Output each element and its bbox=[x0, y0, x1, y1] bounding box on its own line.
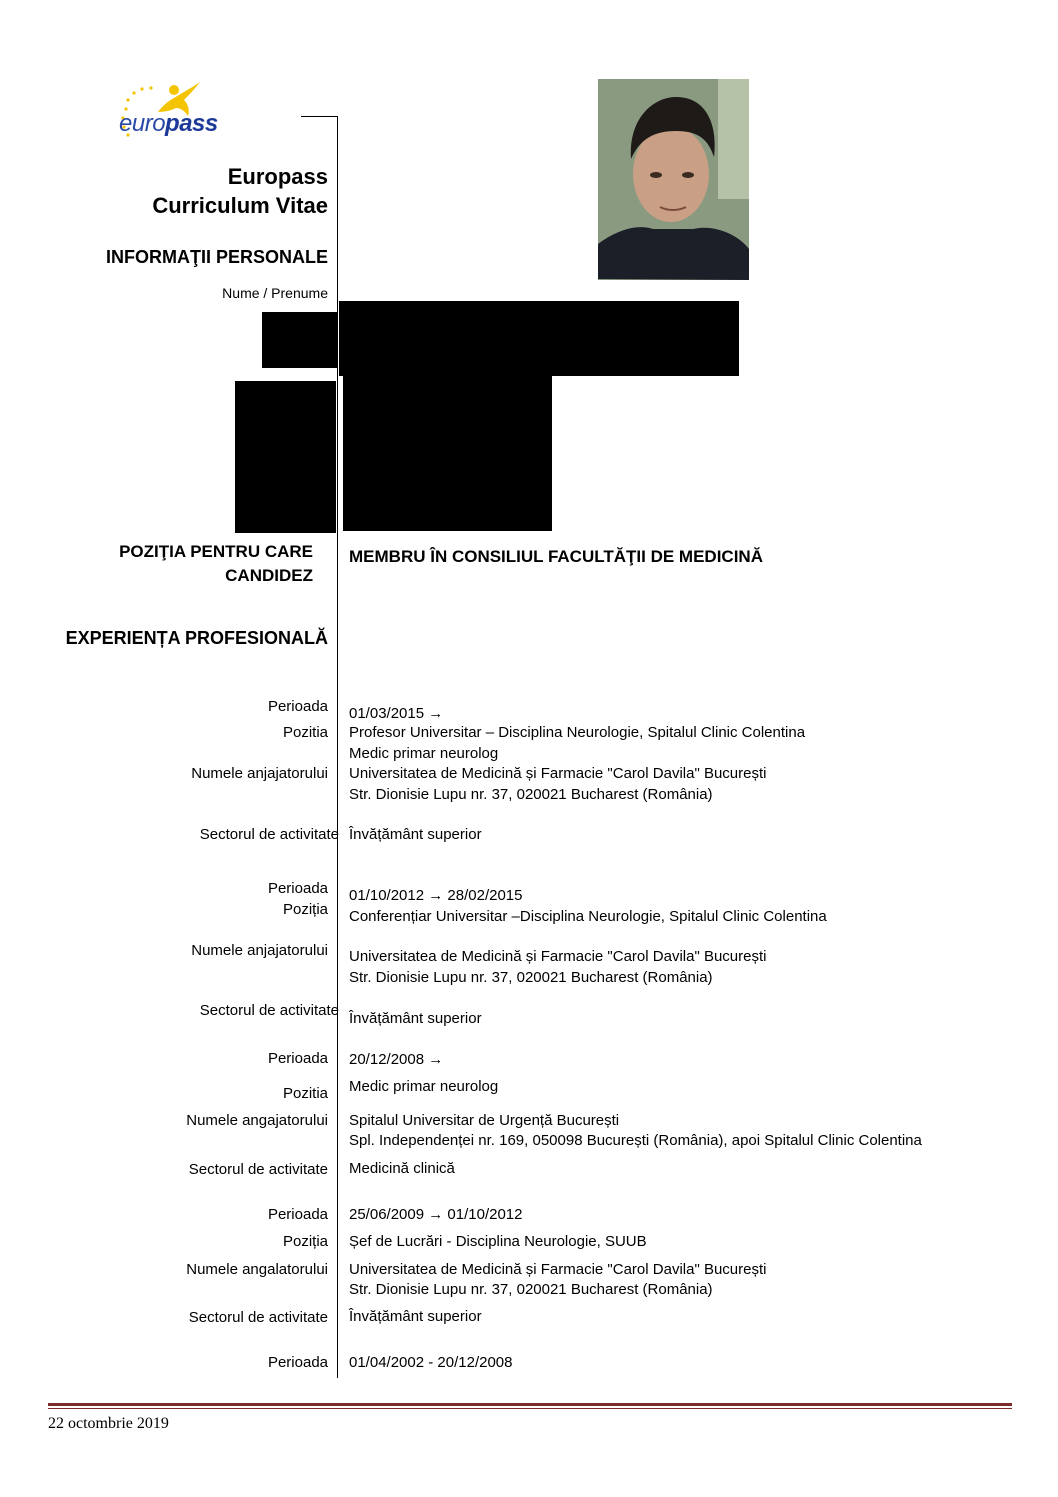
period-value: 20/12/2008 → bbox=[349, 1051, 444, 1068]
position-item-value: Profesor Universitar – Disciplina Neurologie, Spitalul Clinic Colentina bbox=[349, 724, 806, 741]
period-value: 25/06/2009 → 01/10/2012 bbox=[349, 1206, 523, 1223]
logo-text-euro: euro bbox=[119, 110, 166, 137]
personal-info-heading: INFORMAŢII PERSONALE bbox=[105, 247, 328, 267]
position-item-value: Medic primar neurolog bbox=[349, 1078, 499, 1095]
period-value: 01/04/2002 - 20/12/2008 bbox=[349, 1354, 513, 1371]
employer-label: Numele anjajatorului bbox=[191, 765, 328, 782]
sector-label: Sectorul de activitate bbox=[199, 826, 339, 843]
footer-rule bbox=[48, 1403, 1012, 1409]
position-label-line1: POZIŢIA PENTRU CARE bbox=[119, 542, 313, 561]
sector-value: Medicină clinică bbox=[349, 1160, 455, 1177]
position-value: MEMBRU ÎN CONSILIUL FACULTĂŢII DE MEDICINĂ bbox=[349, 547, 763, 566]
profile-photo bbox=[598, 79, 749, 280]
cv-title-line1: Europass bbox=[227, 164, 328, 189]
period-label: Perioada bbox=[267, 880, 328, 897]
employer-address: Str. Dionisie Lupu nr. 37, 020021 Bucharest (România) bbox=[349, 1281, 713, 1298]
period-value: 01/10/2012 → 28/02/2015 bbox=[349, 887, 523, 904]
cv-title-line2: Curriculum Vitae bbox=[152, 193, 328, 218]
employer-address: Str. Dionisie Lupu nr. 37, 020021 Bucharest (România) bbox=[349, 969, 713, 986]
employer-address: Spl. Independenței nr. 169, 050098 București (România), apoi Spitalul Clinic Colentina bbox=[349, 1132, 922, 1149]
period-label: Perioada bbox=[267, 1354, 328, 1371]
sector-label: Sectorul de activitate bbox=[188, 1309, 328, 1326]
redaction-block bbox=[235, 381, 336, 533]
employer-value: Universitatea de Medicină și Farmacie "Carol Davila" București bbox=[349, 1261, 767, 1278]
name-label: Nume / Prenume bbox=[222, 285, 328, 301]
period-label: Perioada bbox=[267, 1206, 328, 1223]
period-label: Perioada bbox=[267, 698, 328, 715]
employer-address: Str. Dionisie Lupu nr. 37, 020021 Bucharest (România) bbox=[349, 786, 713, 803]
header-rule bbox=[301, 116, 338, 117]
position-item-value-line2: Medic primar neurolog bbox=[349, 745, 499, 762]
employer-value: Universitatea de Medicină și Farmacie "Carol Davila" București bbox=[349, 765, 767, 782]
employer-value: Spitalul Universitar de Urgență București bbox=[349, 1112, 620, 1129]
employer-value: Universitatea de Medicină și Farmacie "Carol Davila" București bbox=[349, 948, 767, 965]
position-label-line2: CANDIDEZ bbox=[225, 566, 313, 585]
footer-date: 22 octombrie 2019 bbox=[48, 1415, 169, 1432]
redaction-block bbox=[262, 312, 338, 368]
logo-text-pass: pass bbox=[165, 110, 218, 137]
redaction-block bbox=[339, 301, 739, 376]
employer-label: Numele angalatorului bbox=[186, 1261, 328, 1278]
position-item-label: Poziția bbox=[282, 901, 328, 918]
position-label bbox=[119, 540, 313, 588]
position-item-label: Poziția bbox=[282, 1233, 328, 1250]
experience-heading: EXPERIENȚA PROFESIONALĂ bbox=[65, 628, 328, 648]
sector-label: Sectorul de activitate bbox=[199, 1002, 339, 1019]
position-item-value: Șef de Lucrări - Disciplina Neurologie, SUUB bbox=[349, 1233, 647, 1250]
europass-logo bbox=[114, 76, 238, 144]
position-item-value: Conferențiar Universitar –Disciplina Neurologie, Spitalul Clinic Colentina bbox=[349, 908, 827, 925]
employer-label: Numele angajatorului bbox=[186, 1112, 328, 1129]
sector-label: Sectorul de activitate bbox=[188, 1161, 328, 1178]
sector-value: Învățământ superior bbox=[349, 1308, 482, 1325]
sector-value: Învățământ superior bbox=[349, 1010, 482, 1027]
period-label: Perioada bbox=[267, 1050, 328, 1067]
employer-label: Numele anjajatorului bbox=[191, 942, 328, 959]
position-item-label: Pozitia bbox=[282, 1085, 328, 1102]
redaction-block bbox=[343, 376, 552, 531]
sector-value: Învățământ superior bbox=[349, 826, 482, 843]
position-item-label: Pozitia bbox=[282, 724, 328, 741]
period-value: 01/03/2015 → bbox=[349, 705, 444, 722]
column-divider bbox=[337, 116, 338, 1378]
